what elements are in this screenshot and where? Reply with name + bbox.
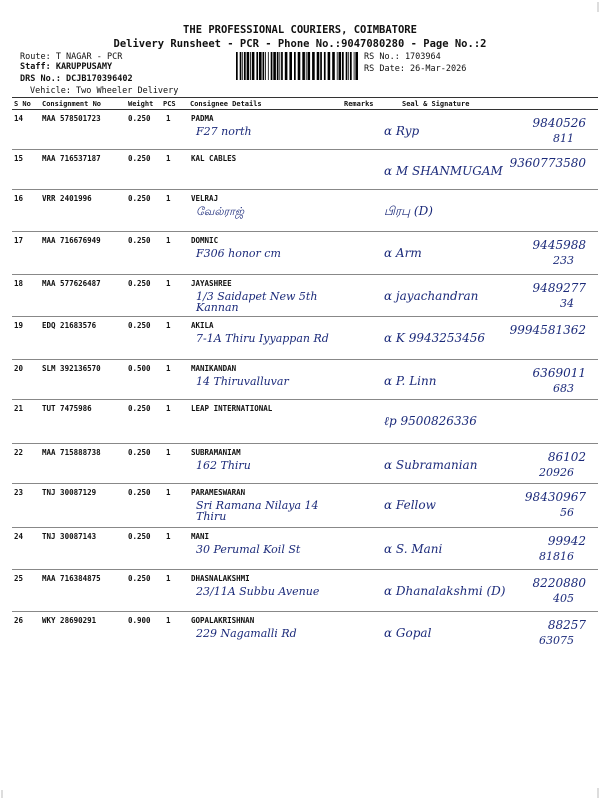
table-row — [0, 570, 600, 612]
table-row — [0, 232, 600, 275]
table-row — [0, 360, 600, 400]
handwritten-phone: 98430967 — [524, 490, 586, 504]
handwritten-note: 34 — [560, 297, 574, 310]
pcs-count: 1 — [166, 616, 171, 625]
handwritten-address: Sri Ramana Nilaya 14 Thiru — [196, 499, 319, 523]
consignee-name: JAYASHREE — [191, 279, 232, 288]
consignment-number: MAA 715888738 — [42, 448, 101, 457]
table-row — [0, 400, 600, 444]
handwritten-phone: 9994581362 — [509, 323, 586, 337]
signature-block — [384, 196, 594, 232]
consignment-number: VRR 2401996 — [42, 194, 92, 203]
consignment-number: TNJ 30087143 — [42, 532, 97, 541]
table-row — [0, 612, 600, 662]
handwritten-phone: 9489277 — [532, 281, 586, 295]
consignee-name: PADMA — [191, 114, 214, 123]
weight-value: 0.250 — [128, 574, 151, 583]
route-label: Route: T NAGAR - PCR — [20, 52, 123, 62]
consignee-name: PARAMESWARAN — [191, 488, 246, 497]
consignment-number: MAA 578501723 — [42, 114, 101, 123]
handwritten-address: 7-1A Thiru Iyyappan Rd — [196, 332, 329, 345]
weight-value: 0.250 — [128, 488, 151, 497]
handwritten-phone: 6369011 — [532, 366, 586, 380]
weight-value: 0.250 — [128, 114, 151, 123]
pcs-count: 1 — [166, 154, 171, 163]
pcs-count: 1 — [166, 532, 171, 541]
handwritten-address: 229 Nagamalli Rd — [196, 627, 297, 640]
handwritten-address: 30 Perumal Koil St — [196, 543, 301, 556]
handwritten-address: 23/11A Subbu Avenue — [196, 585, 320, 598]
serial-number: 23 — [14, 488, 24, 497]
pcs-count: 1 — [166, 448, 171, 457]
serial-number: 21 — [14, 404, 24, 413]
pcs-count: 1 — [166, 236, 171, 245]
table-row — [0, 528, 600, 570]
handwritten-note: 233 — [553, 254, 574, 267]
consignee-name: VELRAJ — [191, 194, 219, 203]
handwritten-signature: α Ryp — [384, 124, 420, 138]
signature-block — [384, 618, 594, 662]
signature-block — [384, 490, 594, 528]
consignee-name: SUBRAMANIAM — [191, 448, 241, 457]
handwritten-phone: 99942 — [547, 534, 586, 548]
weight-value: 0.500 — [128, 364, 151, 373]
handwritten-signature: α jayachandran — [384, 289, 479, 303]
col-seal-signature: Seal & Signature — [402, 100, 470, 108]
consignee-name: DOMNIC — [191, 236, 219, 245]
vehicle-label: Vehicle: Two Wheeler Delivery — [30, 86, 179, 96]
handwritten-note: 683 — [553, 382, 574, 395]
consignment-number: MAA 716384875 — [42, 574, 101, 583]
signature-block — [384, 116, 594, 150]
consignment-number: MAA 716537187 — [42, 154, 101, 163]
handwritten-phone: 86102 — [547, 450, 586, 464]
consignee-name: MANIKANDAN — [191, 364, 237, 373]
signature-block — [384, 406, 594, 444]
serial-number: 17 — [14, 236, 24, 245]
signature-block — [384, 238, 594, 275]
consignment-number: MAA 577626487 — [42, 279, 101, 288]
handwritten-phone: 88257 — [547, 618, 586, 632]
consignee-name: GOPALAKRISHNAN — [191, 616, 255, 625]
table-top-rule — [12, 97, 598, 98]
handwritten-note: 811 — [553, 132, 574, 145]
consignment-number: TUT 7475986 — [42, 404, 92, 413]
consignment-number: TNJ 30087129 — [42, 488, 97, 497]
handwritten-phone: 9360773580 — [509, 156, 586, 170]
pcs-count: 1 — [166, 194, 171, 203]
col-sno: S No — [14, 100, 31, 108]
serial-number: 25 — [14, 574, 24, 583]
col-remarks: Remarks — [344, 100, 374, 108]
handwritten-signature: α Gopal — [384, 626, 432, 640]
consignment-number: EDQ 21683576 — [42, 321, 97, 330]
consignment-number: SLM 392136570 — [42, 364, 101, 373]
consignment-number: WKY 28690291 — [42, 616, 97, 625]
col-weight: Weight — [128, 100, 154, 108]
serial-number: 16 — [14, 194, 24, 203]
signature-block — [384, 281, 594, 317]
pcs-count: 1 — [166, 279, 171, 288]
handwritten-signature: α K 9943253456 — [384, 331, 486, 345]
handwritten-signature: α Arm — [384, 246, 422, 260]
handwritten-signature: α P. Linn — [384, 374, 437, 388]
handwritten-signature: α Fellow — [384, 498, 436, 512]
handwritten-note: 20926 — [539, 466, 574, 479]
pcs-count: 1 — [166, 321, 171, 330]
serial-number: 18 — [14, 279, 24, 288]
table-row — [0, 190, 600, 232]
handwritten-signature: α S. Mani — [384, 542, 443, 556]
table-row — [0, 317, 600, 360]
consignee-name: DHASNALAKSHMI — [191, 574, 250, 583]
pcs-count: 1 — [166, 574, 171, 583]
serial-number: 19 — [14, 321, 24, 330]
table-row — [0, 275, 600, 317]
table-row — [0, 484, 600, 528]
serial-number: 22 — [14, 448, 24, 457]
runsheet-company-title: THE PROFESSIONAL COURIERS, COIMBATORE — [183, 24, 417, 36]
runsheet-subtitle: Delivery Runsheet - PCR - Phone No.:9047080280 - Page No.:2 — [113, 38, 487, 50]
serial-number: 24 — [14, 532, 24, 541]
drs-number: DRS No.: DCJB170396402 — [20, 74, 133, 84]
col-consignee-details: Consignee Details — [190, 100, 262, 108]
consignment-number: MAA 716676949 — [42, 236, 101, 245]
pcs-count: 1 — [166, 404, 171, 413]
weight-value: 0.250 — [128, 236, 151, 245]
handwritten-address: 162 Thiru — [196, 459, 251, 472]
table-row — [0, 110, 600, 150]
signature-block — [384, 576, 594, 612]
handwritten-signature: α Subramanian — [384, 458, 478, 472]
pcs-count: 1 — [166, 114, 171, 123]
signature-block — [384, 450, 594, 484]
table-row — [0, 150, 600, 190]
handwritten-phone: 9445988 — [532, 238, 586, 252]
handwritten-phone: 8220880 — [532, 576, 586, 590]
rs-date: RS Date: 26-Mar-2026 — [364, 64, 467, 74]
signature-block — [384, 156, 594, 190]
handwritten-signature: α M SHANMUGAM — [384, 164, 503, 178]
serial-number: 15 — [14, 154, 24, 163]
signature-block — [384, 323, 594, 360]
serial-number: 20 — [14, 364, 24, 373]
weight-value: 0.250 — [128, 154, 151, 163]
signature-block — [384, 366, 594, 400]
weight-value: 0.250 — [128, 279, 151, 288]
weight-value: 0.250 — [128, 194, 151, 203]
handwritten-address: 14 Thiruvalluvar — [196, 375, 289, 388]
handwritten-note: 63075 — [539, 634, 574, 647]
serial-number: 26 — [14, 616, 24, 625]
col-consignment: Consignment No — [42, 100, 102, 108]
handwritten-signature: ℓp 9500826336 — [384, 414, 477, 428]
handwritten-address: வேல்ராஜ் — [196, 205, 245, 218]
weight-value: 0.900 — [128, 616, 151, 625]
handwritten-address: F27 north — [196, 125, 252, 138]
signature-block — [384, 534, 594, 570]
handwritten-note: 405 — [553, 592, 574, 605]
weight-value: 0.250 — [128, 404, 151, 413]
handwritten-phone: 9840526 — [532, 116, 586, 130]
consignee-name: LEAP INTERNATIONAL — [191, 404, 273, 413]
weight-value: 0.250 — [128, 321, 151, 330]
handwritten-note: 81816 — [539, 550, 574, 563]
rs-number: RS No.: 1703964 — [364, 52, 441, 62]
consignee-name: KAL CABLES — [191, 154, 237, 163]
barcode-image — [236, 52, 360, 80]
consignee-name: AKILA — [191, 321, 214, 330]
handwritten-note: 56 — [560, 506, 574, 519]
consignee-name: MANI — [191, 532, 210, 541]
weight-value: 0.250 — [128, 532, 151, 541]
handwritten-signature: பிரபு (D) — [384, 204, 433, 218]
handwritten-address: F306 honor cm — [196, 247, 281, 260]
col-pcs: PCS — [163, 100, 176, 108]
handwritten-address: 1/3 Saidapet New 5th Kannan — [196, 290, 318, 314]
staff-label: Staff: KARUPPUSAMY — [20, 62, 113, 72]
pcs-count: 1 — [166, 488, 171, 497]
serial-number: 14 — [14, 114, 24, 123]
pcs-count: 1 — [166, 364, 171, 373]
weight-value: 0.250 — [128, 448, 151, 457]
handwritten-signature: α Dhanalakshmi (D) — [384, 584, 506, 598]
table-row — [0, 444, 600, 484]
